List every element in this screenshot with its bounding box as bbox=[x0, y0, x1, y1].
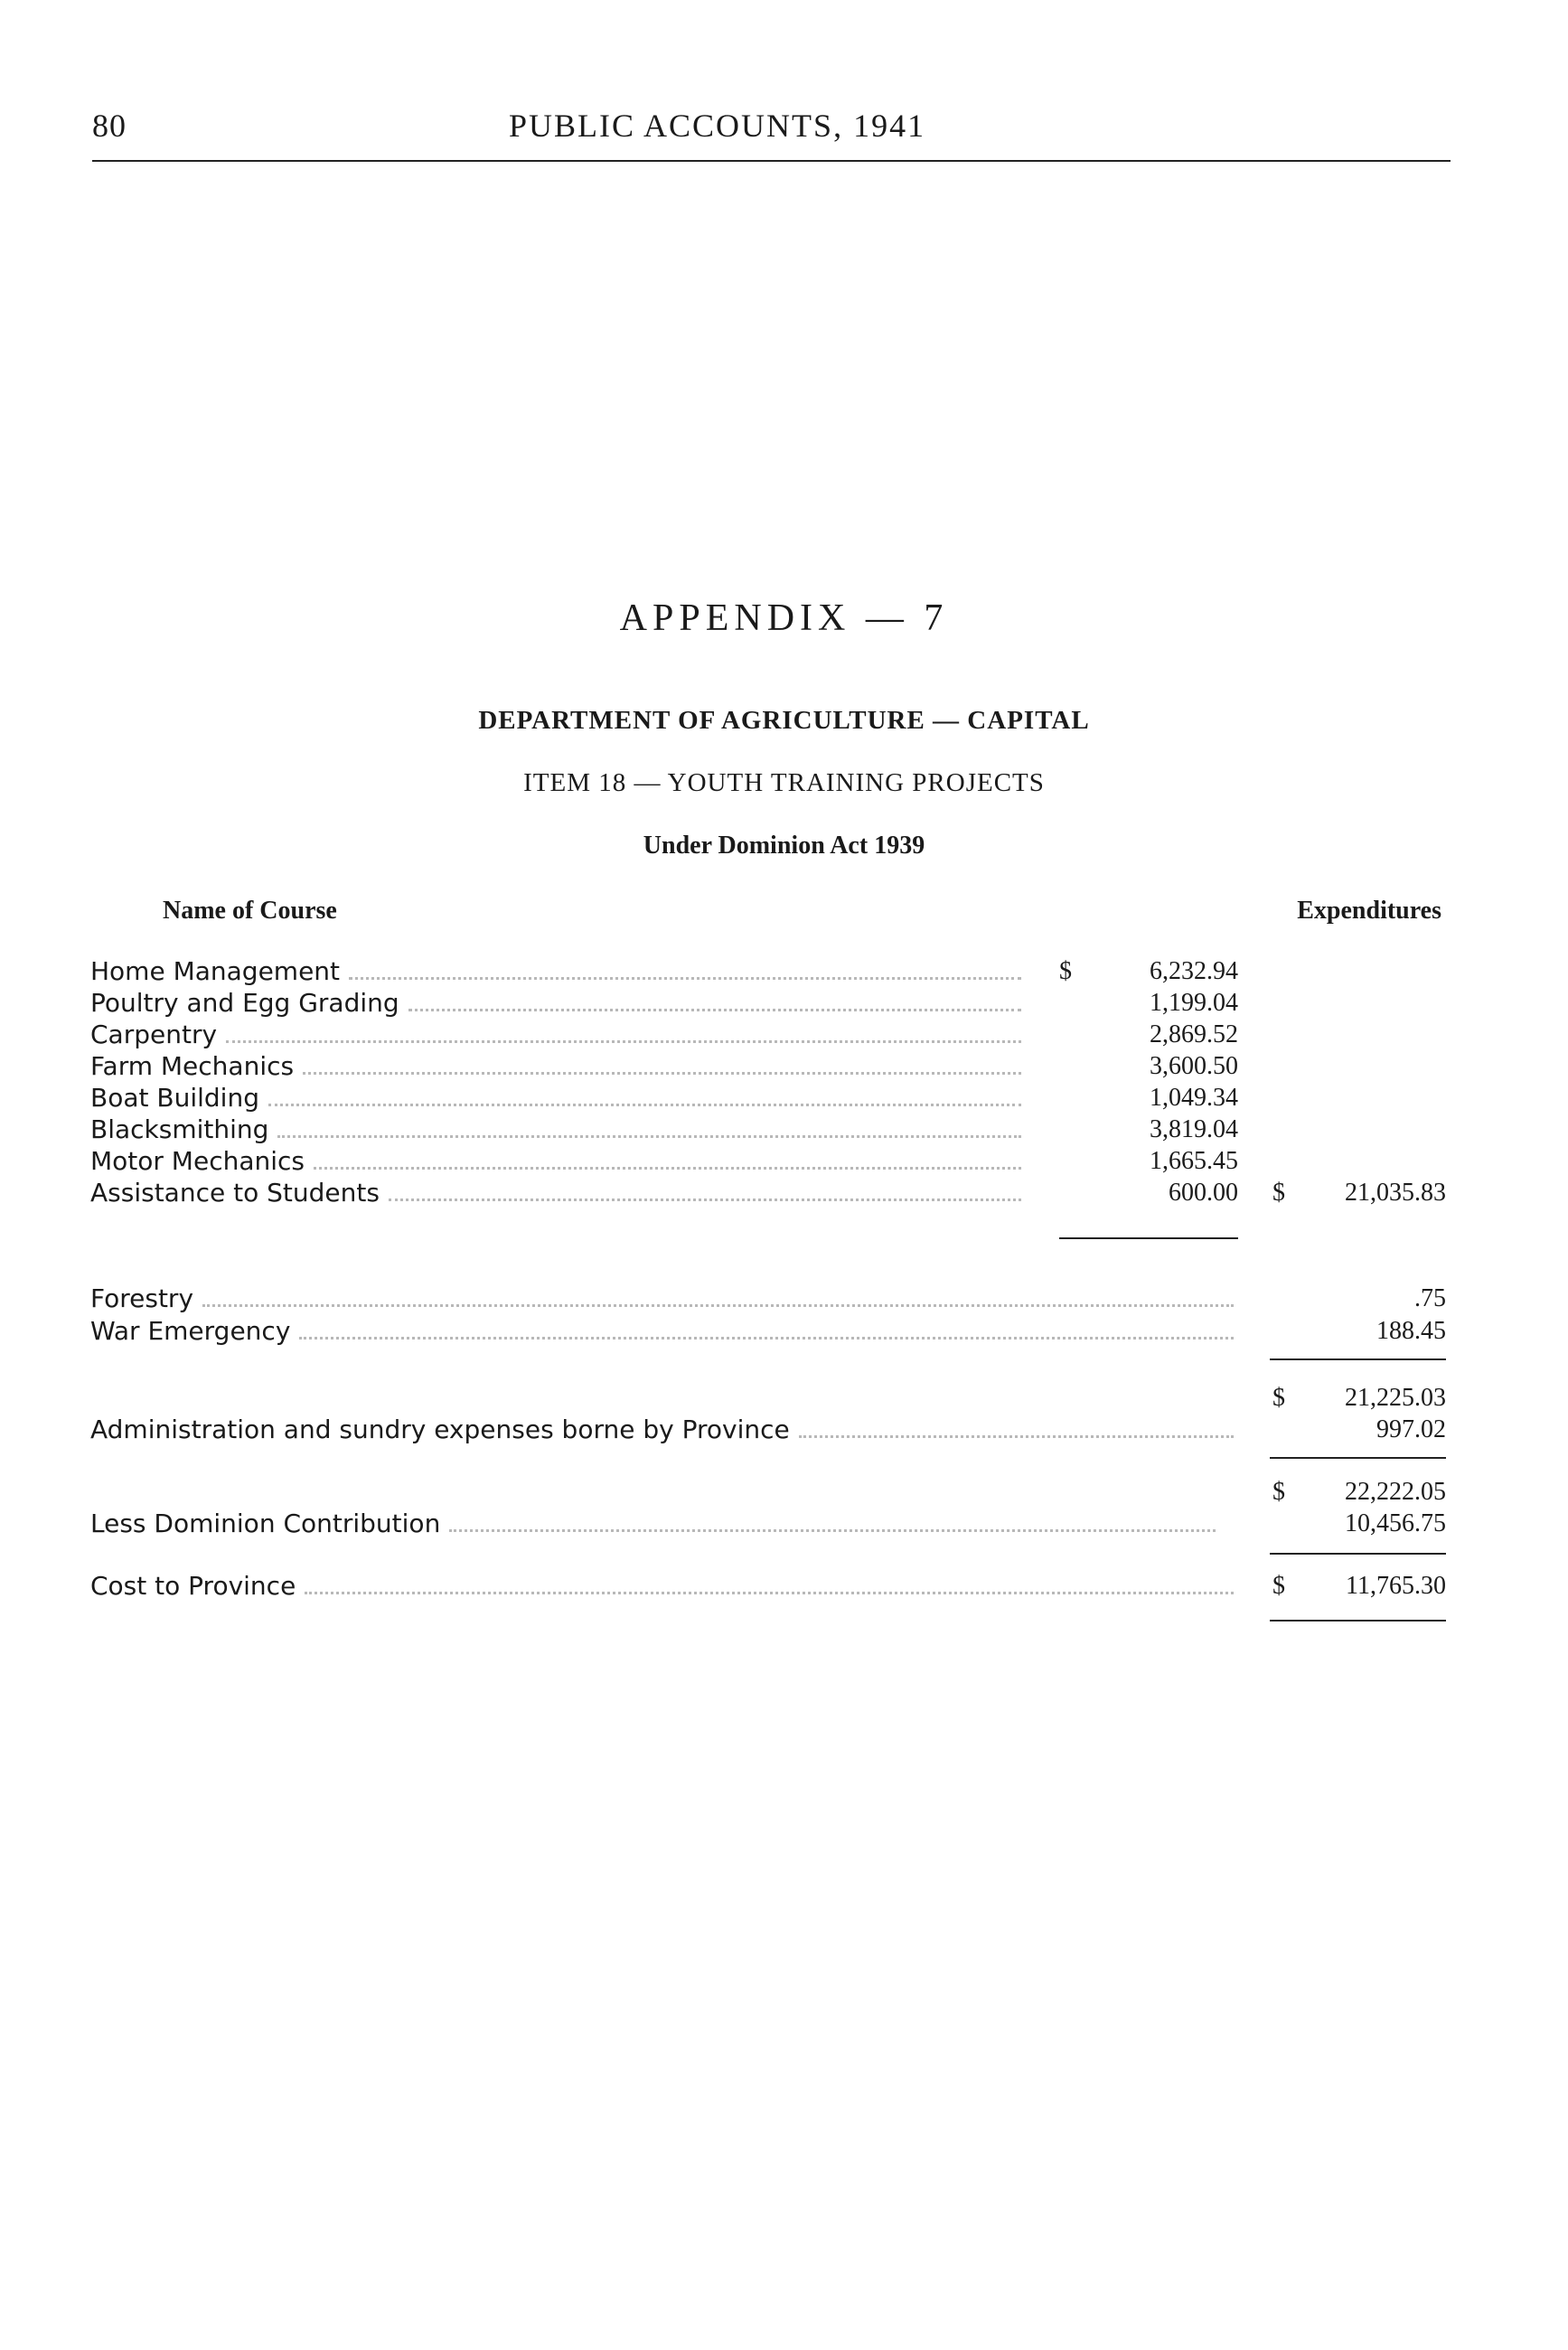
leader-dots bbox=[202, 1304, 1234, 1307]
leader-dots bbox=[349, 977, 1021, 980]
course-amount: 1,199.04 bbox=[1150, 989, 1238, 1017]
leader-dots bbox=[303, 1072, 1021, 1075]
item-name: Cost to Province bbox=[90, 1571, 296, 1601]
course-amount: 3,819.04 bbox=[1150, 1115, 1238, 1143]
course-amount: 2,869.52 bbox=[1150, 1020, 1238, 1048]
column-header-course: Name of Course bbox=[163, 897, 337, 925]
course-amount: 3,600.50 bbox=[1150, 1052, 1238, 1080]
leader-dots bbox=[799, 1435, 1234, 1438]
total-rule bbox=[1270, 1358, 1446, 1360]
course-row-label bbox=[90, 956, 1021, 987]
total-rule bbox=[1270, 1553, 1446, 1555]
item-name: Less Dominion Contribution bbox=[90, 1509, 441, 1538]
other-row-label bbox=[90, 1283, 1234, 1314]
item-amount: .75 bbox=[1414, 1284, 1446, 1312]
course-amount: 1,049.34 bbox=[1150, 1084, 1238, 1112]
administration-amount: 997.02 bbox=[1376, 1415, 1446, 1443]
leader-dots bbox=[299, 1337, 1234, 1340]
currency-sign: $ bbox=[1272, 1179, 1285, 1207]
other-row-label bbox=[90, 1316, 1234, 1347]
course-row-label bbox=[90, 1146, 1021, 1177]
course-name: Home Management bbox=[90, 956, 341, 986]
currency-sign: $ bbox=[1059, 957, 1072, 985]
leader-dots bbox=[389, 1198, 1021, 1201]
department-heading: DEPARTMENT OF AGRICULTURE — CAPITAL bbox=[478, 706, 1090, 735]
currency-sign: $ bbox=[1272, 1572, 1285, 1600]
column-header-expenditures: Expenditures bbox=[1297, 897, 1441, 925]
page-number: 80 bbox=[92, 108, 127, 144]
item-name: Forestry bbox=[90, 1283, 194, 1313]
cost-to-province-amount: 11,765.30 bbox=[1346, 1572, 1446, 1600]
final-rule bbox=[1270, 1620, 1446, 1622]
currency-sign: $ bbox=[1272, 1478, 1285, 1506]
leader-dots bbox=[268, 1104, 1021, 1106]
course-name: Boat Building bbox=[90, 1083, 259, 1113]
act-subheading: Under Dominion Act 1939 bbox=[643, 832, 925, 860]
header-rule bbox=[92, 160, 1451, 162]
course-name: Motor Mechanics bbox=[90, 1146, 305, 1176]
course-name: Assistance to Students bbox=[90, 1178, 380, 1208]
subtotal-amount: 22,222.05 bbox=[1345, 1478, 1446, 1506]
item-heading: ITEM 18 — YOUTH TRAINING PROJECTS bbox=[523, 768, 1045, 797]
item-name: Administration and sundry expenses borne by Province bbox=[90, 1415, 790, 1444]
leader-dots bbox=[449, 1529, 1216, 1532]
administration-row-label bbox=[90, 1415, 1234, 1445]
courses-total: 21,035.83 bbox=[1345, 1179, 1446, 1207]
item-name: War Emergency bbox=[90, 1316, 291, 1346]
course-name: Carpentry bbox=[90, 1020, 218, 1049]
leader-dots bbox=[314, 1167, 1021, 1170]
course-row-label bbox=[90, 1051, 1021, 1082]
course-amount: 600.00 bbox=[1169, 1179, 1238, 1207]
course-row-label bbox=[90, 1178, 1021, 1208]
total-rule bbox=[1270, 1457, 1446, 1459]
item-amount: 188.45 bbox=[1376, 1317, 1446, 1345]
leader-dots bbox=[226, 1040, 1021, 1043]
subtotal-rule bbox=[1059, 1237, 1238, 1239]
course-row-label bbox=[90, 1083, 1021, 1114]
leader-dots bbox=[305, 1592, 1234, 1594]
course-amount: 6,232.94 bbox=[1150, 957, 1238, 985]
running-title: PUBLIC ACCOUNTS, 1941 bbox=[509, 108, 926, 144]
course-amount: 1,665.45 bbox=[1150, 1147, 1238, 1175]
course-row-label bbox=[90, 1020, 1021, 1050]
course-name: Poultry and Egg Grading bbox=[90, 988, 399, 1018]
less-dominion-amount: 10,456.75 bbox=[1345, 1509, 1446, 1537]
leader-dots bbox=[408, 1009, 1021, 1011]
course-row-label bbox=[90, 1114, 1021, 1145]
subtotal-amount: 21,225.03 bbox=[1345, 1384, 1446, 1412]
currency-sign: $ bbox=[1272, 1384, 1285, 1412]
leader-dots bbox=[277, 1135, 1021, 1138]
less-dominion-row-label bbox=[90, 1509, 1216, 1539]
course-name: Blacksmithing bbox=[90, 1114, 269, 1144]
course-name: Farm Mechanics bbox=[90, 1051, 295, 1081]
cost-row-label bbox=[90, 1571, 1234, 1602]
course-row-label bbox=[90, 988, 1021, 1019]
appendix-title: APPENDIX — 7 bbox=[619, 597, 949, 639]
